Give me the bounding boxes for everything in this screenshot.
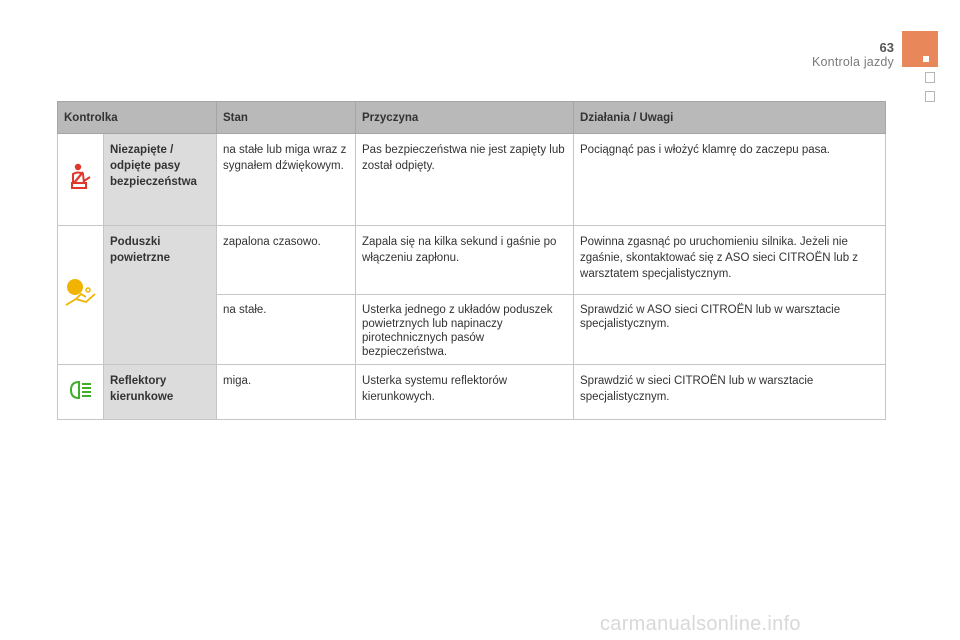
section-tab-marker xyxy=(902,31,938,67)
icon-cell xyxy=(58,226,104,365)
page-marker-box xyxy=(925,72,935,83)
column-header: Kontrolka xyxy=(58,102,217,134)
state-cell: na stałe. xyxy=(217,295,356,365)
state-cell: na stałe lub miga wraz z sygnałem dźwiękowym. xyxy=(217,134,356,226)
tab-square xyxy=(923,56,929,62)
state-cell: miga. xyxy=(217,365,356,420)
column-header: Stan xyxy=(217,102,356,134)
warning-name: Poduszki powietrzne xyxy=(104,226,217,365)
warning-lights-table xyxy=(57,101,886,420)
action-cell: Sprawdzić w ASO sieci CITROËN lub w warsztacie specjalistycznym. xyxy=(574,295,886,365)
action-cell: Pociągnąć pas i włożyć klamrę do zaczepu pasa. xyxy=(574,134,886,226)
table-header-row xyxy=(58,102,886,134)
airbag-warning-icon xyxy=(64,278,98,313)
page-marker-box xyxy=(925,91,935,102)
headlamp-beam-icon xyxy=(68,380,94,405)
cause-cell: Pas bezpieczeństwa nie jest zapięty lub został odpięty. xyxy=(356,134,574,226)
warning-name: Niezapięte / odpięte pasy bezpieczeństwa xyxy=(104,134,217,226)
action-cell: Sprawdzić w sieci CITROËN lub w warsztacie specjalistycznym. xyxy=(574,365,886,420)
section-title: Kontrola jazdy xyxy=(811,55,894,69)
cause-cell: Usterka jednego z układów poduszek powietrznych lub napinaczy pirotechnicznych pasów bezpieczeństwa. xyxy=(356,295,574,365)
warning-name: Reflektory kierunkowe xyxy=(104,365,217,420)
column-header: Przyczyna xyxy=(356,102,574,134)
cause-cell: Zapala się na kilka sekund i gaśnie po włączeniu zapłonu. xyxy=(356,226,574,295)
icon-cell xyxy=(58,365,104,420)
state-cell: zapalona czasowo. xyxy=(217,226,356,295)
table-row xyxy=(58,226,886,295)
watermark-text: carmanualsonline.info xyxy=(600,613,801,635)
column-header: Działania / Uwagi xyxy=(574,102,886,134)
seatbelt-warning-icon xyxy=(70,163,92,196)
cause-cell: Usterka systemu reflektorów kierunkowych. xyxy=(356,365,574,420)
action-cell: Powinna zgasnąć po uruchomieniu silnika. Jeżeli nie zgaśnie, skontaktować się z ASO sieci CITROËN lub z warsztatem specjalistycznym. xyxy=(574,226,886,295)
table-row xyxy=(58,134,886,226)
table-row xyxy=(58,365,886,420)
icon-cell xyxy=(58,134,104,226)
page-number: 63 xyxy=(879,40,894,55)
